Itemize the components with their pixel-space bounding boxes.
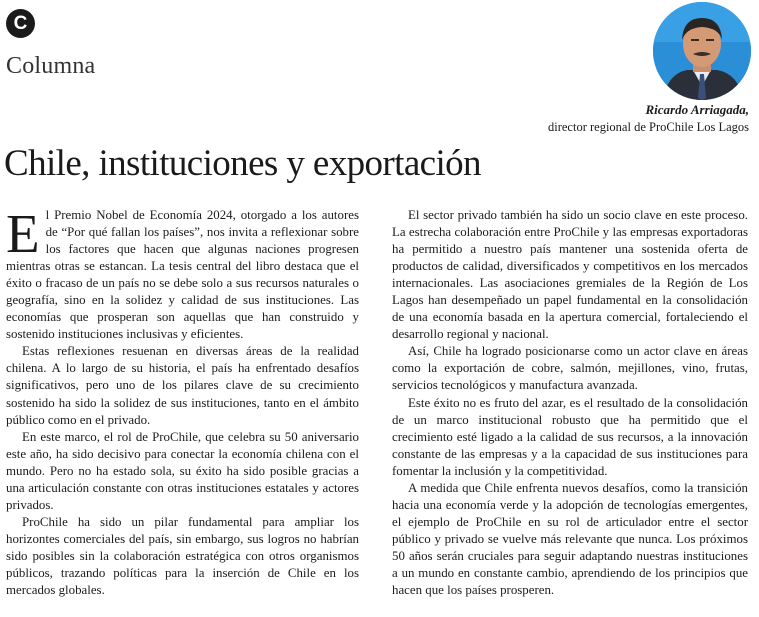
paragraph: El Premio Nobel de Economía 2024, otorgado a los autores de “Por qué fallan los países”, nos invita a reflexionar sobre los factores que hacen que algunas naciones progresen mientras otras se estancan. La tesis central del libro destaca que el éxito o fracaso de un país no se debe solo a sus recursos naturales o geografía, sino en la solidez y calidad de sus instituciones. Las economías que prosperan son aquellas que han construido y sostenido instituciones inclusivas y eficientes. (6, 203, 359, 342)
paragraph: En este marco, el rol de ProChile, que celebra su 50 aniversario este año, ha sido decisivo para conectar la economía chilena con el mundo. Pero no ha estado sola, su éxito ha sido posible gracias a una articulación constante con otras instituciones estatales y actores privados. (6, 429, 359, 512)
article-column-left (6, 203, 359, 599)
paragraph: ProChile ha sido un pilar fundamental para ampliar los horizontes comerciales del país, sin embargo, sus logros no habrían sido posibles sin la colaboración estratégica con otros organismos públicos, trazando políticas para la inserción de Chile en los mercados globales. (6, 514, 359, 598)
article-column-right (392, 207, 748, 599)
article-headline: Chile, instituciones y exportación (4, 143, 481, 184)
paragraph: Así, Chile ha logrado posicionarse como un actor clave en áreas como la exportación de cobre, salmón, mejillones, vino, frutas, servicios tecnológicos y manufactura avanzada. (392, 344, 748, 393)
section-label: Columna (6, 53, 96, 79)
paragraph: A medida que Chile enfrenta nuevos desafíos, como la transición hacia una economía verde y la adopción de tecnologías emergentes, el ejemplo de ProChile en su rol de articulador entre el sector público y privado se vuelve más relevante que nunca. Los próximos 50 años serán cruciales para seguir adaptando nuestras instituciones a un mundo en constante cambio, aprendiendo de los principios que hacen que los países prosperen. (392, 480, 748, 598)
author-name: Ricardo Arriagada, (645, 102, 749, 117)
paragraph: Estas reflexiones resuenan en diversas áreas de la realidad chilena. A lo largo de su historia, el país ha enfrentado desafíos significativos, pero uno de los pilares clave de su crecimiento sostenido ha sido la solidez de sus instituciones, tanto en el ámbito público como en el privado. (6, 344, 359, 427)
paragraph: Este éxito no es fruto del azar, es el resultado de la consolidación de un marco institucional robusto que ha permitido que el crecimiento esté ligado a la calidad de sus recursos, a la innovación constante de las empresas y a la capacidad de sus instituciones para fomentar la inclusión y la competitividad. (392, 395, 748, 478)
drop-cap: E (6, 203, 40, 264)
author-role: director regional de ProChile Los Lagos (548, 120, 749, 134)
author-photo (653, 2, 751, 100)
paragraph: El sector privado también ha sido un socio clave en este proceso. La estrecha colaboración entre ProChile y las empresas exportadoras ha permitido a nuestro país mantener una sostenida oferta de productos de calidad, diversificados y competitivos en los mercados internacionales. Las asociaciones gremiales de la Región de Los Lagos han desempeñado un papel fundamental en la consolidación de una economía basada en la apertura comercial, fortaleciendo el desarrollo regional y nacional. (392, 208, 748, 342)
column-badge: C (6, 9, 35, 38)
